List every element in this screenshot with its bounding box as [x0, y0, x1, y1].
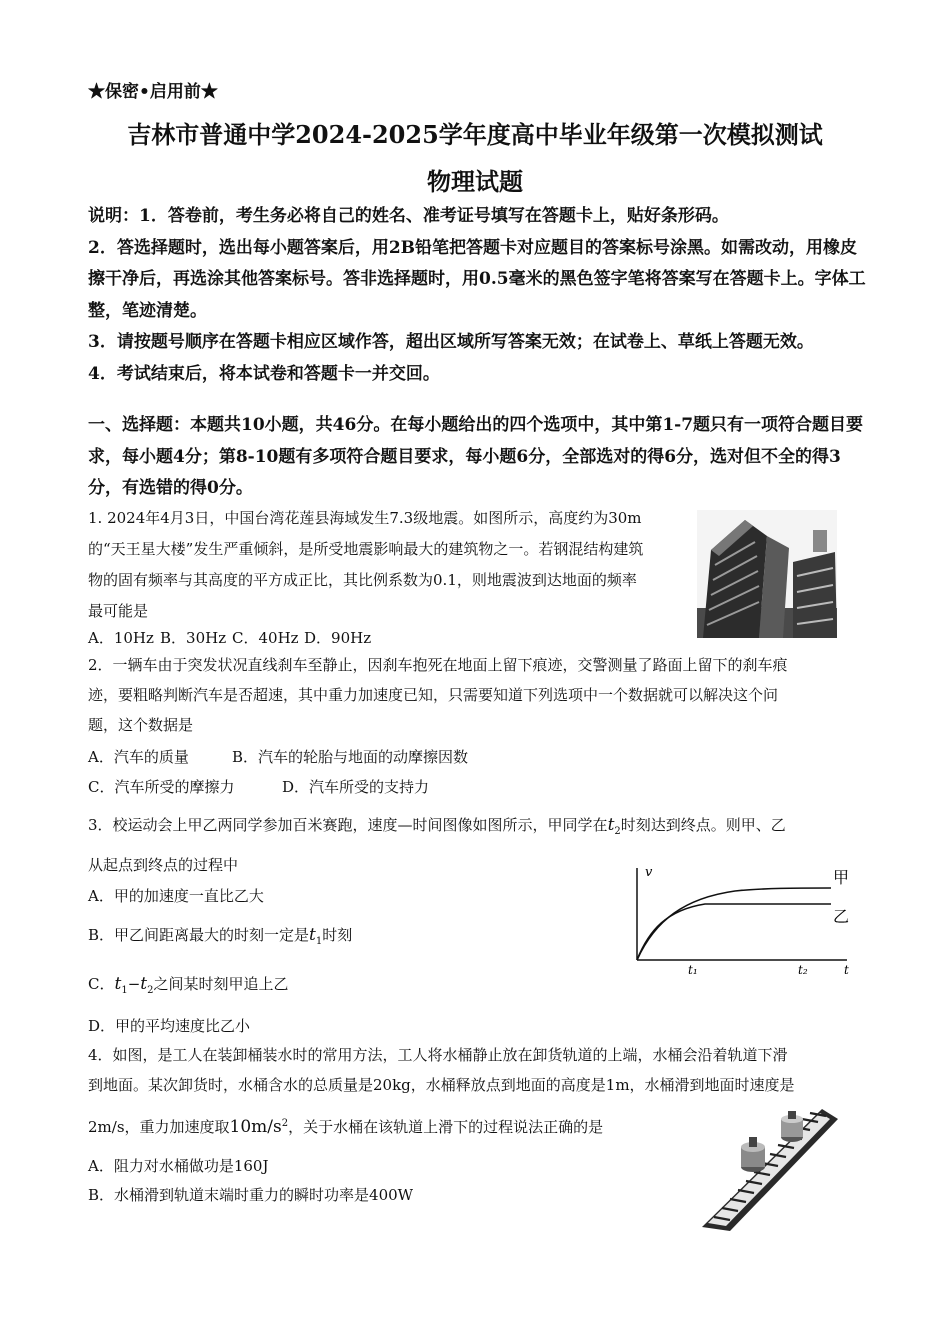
q4-line-2: 到地面。某次卸货时，水桶含水的总质量是20kg，水桶释放点到地面的高度是1m，水桶滑到地面时速度是	[88, 1076, 795, 1094]
v-axis-label: v	[645, 865, 653, 880]
q3-option-a: A．甲的加速度一直比乙大	[88, 887, 264, 905]
q2-option-d: D．汽车所受的支持力	[282, 778, 430, 796]
curve-yi	[637, 904, 831, 960]
q3-c-sub1: 1	[121, 985, 128, 996]
q1-option-c: C．40Hz	[232, 629, 299, 647]
q3-option-b	[88, 924, 352, 947]
q2-option-b: B．汽车的轮胎与地面的动摩擦因数	[232, 748, 469, 766]
q2-line-3: 题，这个数据是	[88, 716, 194, 734]
q3-line-2: 从起点到终点的过程中	[88, 856, 239, 874]
unloading-track-image	[700, 1105, 840, 1235]
q1-option-d: D．90Hz	[304, 629, 372, 647]
q4-line-1: 4．如图，是工人在装卸桶装水时的常用方法，工人将水桶静止放在卸货轨道的上端，水桶会沿着轨道下滑	[88, 1046, 788, 1064]
q3-t1-symbol: t	[309, 925, 316, 945]
q3-option-c-label: C．	[88, 975, 115, 993]
tick-t1: t₁	[688, 963, 698, 977]
instruction-1: 说明：1．答卷前，考生务必将自己的姓名、准考证号填写在答题卡上，贴好条形码。	[88, 206, 729, 226]
t-axis-label: t	[844, 963, 849, 977]
q1-line-1: 1. 2024年4月3日，中国台湾花莲县海域发生7.3级地震。如图所示，高度约为30m	[88, 509, 642, 527]
secret-label: ★保密•启用前★	[88, 82, 218, 102]
instruction-3: 3．请按题号顺序在答题卡相应区域作答，超出区域所写答案无效；在试卷上、草纸上答题无效。	[88, 332, 814, 352]
velocity-time-graph	[625, 860, 860, 978]
q3-c-sub2: 2	[147, 985, 154, 996]
exam-subtitle: 物理试题	[427, 167, 523, 196]
q2-options-row-1	[88, 746, 468, 767]
label-jia: 甲	[833, 868, 850, 887]
water-bucket-1	[741, 1137, 765, 1172]
q4-line-3b: ，关于水桶在该轨道上滑下的过程说法正确的是	[288, 1118, 604, 1136]
q1-option-b: B．30Hz	[160, 629, 227, 647]
label-yi: 乙	[833, 907, 850, 926]
q1-line-2: 的“天王星大楼”发生严重倾斜，是所受地震影响最大的建筑物之一。若钢混结构建筑	[88, 540, 644, 558]
q1-line-4: 最可能是	[88, 602, 149, 620]
q3-t2-sub: 2	[614, 826, 621, 837]
q3-line-1b: 时刻达到终点。则甲、乙	[620, 816, 786, 834]
section-heading: 一、选择题：本题共10小题，共46分。在每小题给出的四个选项中，其中第1-7题只有一项符合题目要求，每小题4分；第8-10题有多项符合题目要求，每小题6分，全部选对的得6分，选对但不全的得3分，有选错的得0分。	[88, 415, 864, 498]
q3-c-minus: −	[127, 975, 141, 993]
q4-option-a: A．阻力对水桶做功是160J	[88, 1157, 269, 1175]
instructions	[88, 201, 868, 390]
q4-line-3a: 2m/s，重力加速度取	[88, 1118, 230, 1136]
q4-g-value: 10m/s	[229, 1117, 282, 1137]
q3-option-c	[88, 973, 289, 996]
q3-option-c-tail: 之间某时刻甲追上乙	[153, 975, 289, 993]
q3-line-1	[88, 810, 786, 847]
q3-option-d: D．甲的平均速度比乙小	[88, 1017, 251, 1035]
q3-option-b-text: B．甲乙间距离最大的时刻一定是	[88, 926, 310, 944]
q2-option-c: C．汽车所受的摩擦力	[88, 778, 235, 796]
q3-c-t1: t	[114, 974, 122, 994]
q3-t2-symbol: t	[607, 815, 615, 835]
q3-line-1a: 3．校运动会上甲乙两同学参加百米赛跑，速度—时间图像如图所示，甲同学在	[88, 816, 608, 834]
q4-g-sup: 2	[281, 1118, 289, 1129]
q2-line-1: 2．一辆车由于突发状况直线刹车至静止，因刹车抱死在地面上留下痕迹，交警测量了路面上留下的刹车痕	[88, 656, 788, 674]
q4-line-3	[88, 1109, 603, 1142]
tick-t2: t₂	[798, 963, 808, 977]
q4-option-b: B．水桶滑到轨道末端时重力的瞬时功率是400W	[88, 1186, 414, 1204]
q2-line-2: 迹，要粗略判断汽车是否超速，其中重力加速度已知，只需要知道下列选项中一个数据就可以解决这个问	[88, 686, 779, 704]
q3-t1-sub: 1	[315, 936, 323, 947]
q3-option-b-tail: 时刻	[322, 926, 353, 944]
tilted-building-image	[697, 510, 837, 638]
q2-option-a: A．汽车的质量	[88, 748, 189, 766]
q1-option-a: A．10Hz	[88, 629, 154, 647]
q3-c-t2: t	[140, 974, 148, 994]
water-bucket-2	[781, 1111, 803, 1142]
q1-options	[88, 627, 371, 648]
curve-jia	[637, 888, 831, 960]
exam-title: 吉林市普通中学2024-2025学年度高中毕业年级第一次模拟测试	[127, 120, 823, 149]
instruction-4: 4．考试结束后，将本试卷和答题卡一并交回。	[88, 363, 440, 384]
instruction-2: 2．答选择题时，选出每小题答案后，用2B铅笔把答题卡对应题目的答案标号涂黑。如需改动，用橡皮擦干净后，再选涂其他答案标号。答非选择题时，用0.5毫米的黑色签字笔将答案写在答题卡上。字体工整，笔迹清楚。	[88, 237, 866, 321]
q1-line-3: 物的固有频率与其高度的平方成正比，其比例系数为0.1，则地震波到达地面的频率	[88, 571, 637, 589]
q2-options-row-2	[88, 776, 429, 797]
